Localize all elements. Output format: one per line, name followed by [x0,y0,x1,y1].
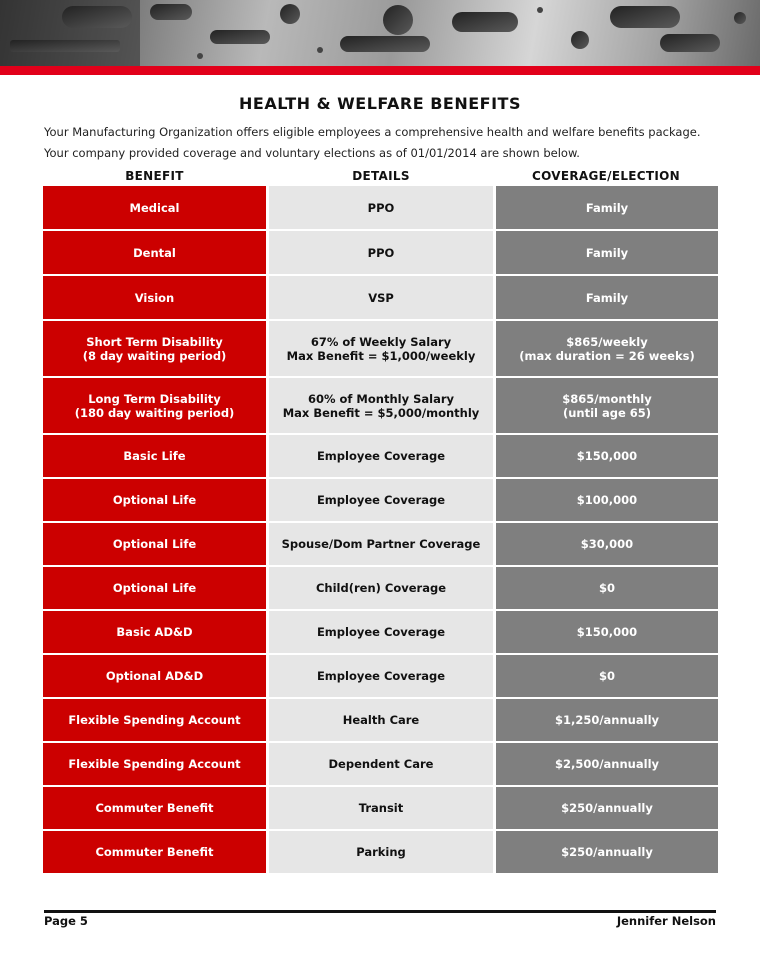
benefit-cell: Optional Life [43,567,266,609]
coverage-cell: Family [496,276,718,319]
benefit-cell: Commuter Benefit [43,787,266,829]
benefits-table [43,186,718,875]
details-cell: PPO [269,186,493,229]
details-cell: Dependent Care [269,743,493,785]
benefit-cell: Optional AD&D [43,655,266,697]
table-row [43,655,718,697]
column-header-coverage: COVERAGE/ELECTION [532,169,680,183]
details-cell: PPO [269,231,493,274]
benefit-cell: Optional Life [43,523,266,565]
details-cell: Child(ren) Coverage [269,567,493,609]
table-row [43,276,718,319]
coverage-cell: $250/annually [496,787,718,829]
intro-line-2: Your company provided coverage and voluntary elections as of 01/01/2014 are shown below. [44,146,580,160]
benefit-cell: Basic AD&D [43,611,266,653]
benefit-cell: Commuter Benefit [43,831,266,873]
details-cell: Spouse/Dom Partner Coverage [269,523,493,565]
column-header-details: DETAILS [352,169,410,183]
footer-rule [44,910,716,913]
details-cell: Parking [269,831,493,873]
table-row [43,435,718,477]
coverage-cell: $1,250/annually [496,699,718,741]
table-row [43,831,718,873]
table-row [43,378,718,433]
header-banner-image [0,0,760,66]
benefit-cell: Basic Life [43,435,266,477]
details-cell: Health Care [269,699,493,741]
details-cell: Employee Coverage [269,479,493,521]
coverage-cell: $865/weekly (max duration = 26 weeks) [496,321,718,376]
coverage-cell: $100,000 [496,479,718,521]
details-cell: 60% of Monthly Salary Max Benefit = $5,000/monthly [269,378,493,433]
table-row [43,699,718,741]
table-row [43,321,718,376]
benefit-cell: Optional Life [43,479,266,521]
coverage-cell: $2,500/annually [496,743,718,785]
coverage-cell: $0 [496,655,718,697]
coverage-cell: $250/annually [496,831,718,873]
details-cell: Employee Coverage [269,435,493,477]
intro-line-1: Your Manufacturing Organization offers eligible employees a comprehensive health and welfare benefits package. [44,125,701,139]
benefit-cell: Short Term Disability (8 day waiting period) [43,321,266,376]
header-red-rule [0,66,760,75]
employee-name: Jennifer Nelson [616,914,716,928]
benefit-cell: Medical [43,186,266,229]
page-number: Page 5 [44,914,88,928]
intro-paragraph [44,122,716,164]
table-row [43,186,718,229]
benefit-cell: Long Term Disability (180 day waiting period) [43,378,266,433]
benefit-cell: Flexible Spending Account [43,699,266,741]
coverage-cell: $30,000 [496,523,718,565]
coverage-cell: Family [496,231,718,274]
table-row [43,231,718,274]
benefit-cell: Dental [43,231,266,274]
table-row [43,787,718,829]
table-row [43,743,718,785]
table-row [43,567,718,609]
column-header-benefit: BENEFIT [125,169,184,183]
page-title: HEALTH & WELFARE BENEFITS [239,94,521,113]
details-cell: Transit [269,787,493,829]
coverage-cell: $865/monthly (until age 65) [496,378,718,433]
table-row [43,523,718,565]
benefit-cell: Vision [43,276,266,319]
coverage-cell: $0 [496,567,718,609]
table-row [43,611,718,653]
coverage-cell: Family [496,186,718,229]
benefit-cell: Flexible Spending Account [43,743,266,785]
details-cell: Employee Coverage [269,655,493,697]
coverage-cell: $150,000 [496,611,718,653]
coverage-cell: $150,000 [496,435,718,477]
details-cell: 67% of Weekly Salary Max Benefit = $1,000/weekly [269,321,493,376]
details-cell: VSP [269,276,493,319]
table-row [43,479,718,521]
metal-plate-graphic [0,0,760,66]
details-cell: Employee Coverage [269,611,493,653]
